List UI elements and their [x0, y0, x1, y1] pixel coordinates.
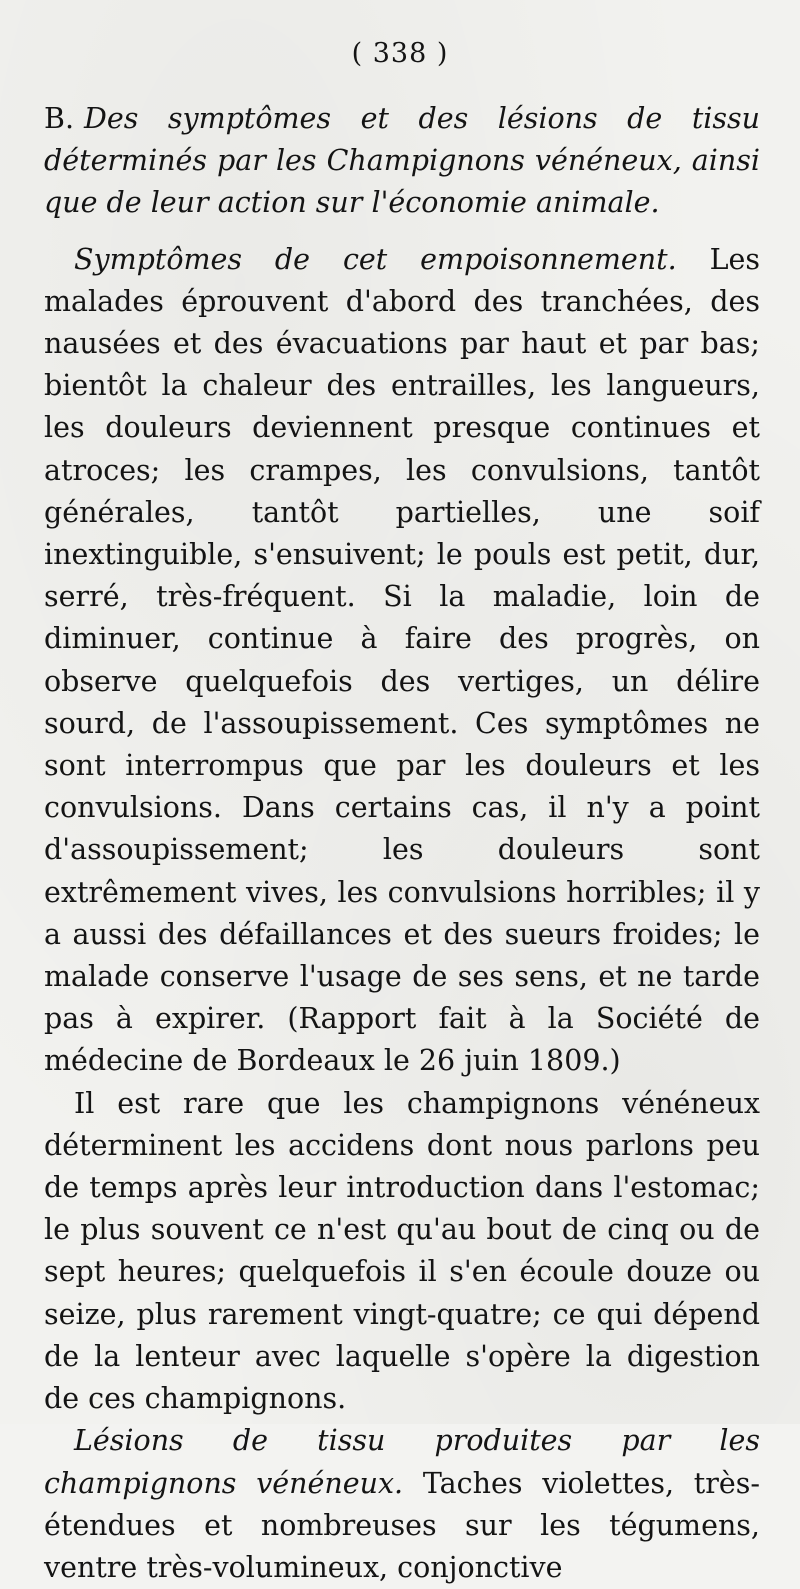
paragraph-onset — [44, 1083, 760, 1421]
section-letter: B. — [44, 102, 75, 135]
paragraph-symptoms-lead: Symptômes de cet empoisonnement. — [74, 242, 677, 276]
paragraph-symptoms — [44, 239, 760, 1083]
section-heading-text: Des symptômes et des lésions de tissu déterminés par les Champignons vénéneux, ainsi que de leur action sur l'économie animale. — [44, 102, 760, 220]
paragraph-lesions — [44, 1420, 760, 1589]
paragraph-symptoms-body: Les malades éprouvent d'abord des tranchées, des nausées et des évacuations par haut et par bas; bientôt la chaleur des entrailles, les langueurs, les douleurs deviennent presque continues et atroces; les crampes, les convulsions, tantôt générales, tantôt partielles, une soif inextinguible, s'ensuivent; le pouls est petit, dur, serré, très-fréquent. Si la maladie, loin de diminuer, continue à faire des progrès, on observe quelquefois des vertiges, un délire sourd, de l'assoupissement. Ces symptômes ne sont interrompus que par les douleurs et les convulsions. Dans certains cas, il n'y a point d'assoupissement; les douleurs sont extrêmement vives, les convulsions horribles; il y a aussi des défaillances et des sueurs froides; le malade conserve l'usage de ses sens, et ne tarde pas à expirer. (Rapport fait à la Société de médecine de Bordeaux le 26 juin 1809.) — [44, 242, 760, 1078]
paragraph-onset-body: Il est rare que les champignons vénéneux déterminent les accidens dont nous parlons peu de temps après leur introduction dans l'estomac; le plus souvent ce n'est qu'au bout de cinq ou de sept heures; quelquefois il s'en écoule douze ou seize, plus rarement vingt-quatre; ce qui dépend de la lenteur avec laquelle s'opère la digestion de ces champignons. — [44, 1086, 760, 1416]
section-heading — [44, 98, 760, 225]
page-text — [44, 98, 760, 1589]
page-number: ( 338 ) — [351, 38, 449, 69]
paragraph-lesions-body: Taches violettes, très-étendues et nombreuses sur les tégumens, ventre très-volumineux, conjonctive — [44, 1466, 760, 1584]
paragraph-lesions-lead: Lésions de tissu produites par les champignons vénéneux. — [44, 1424, 760, 1500]
